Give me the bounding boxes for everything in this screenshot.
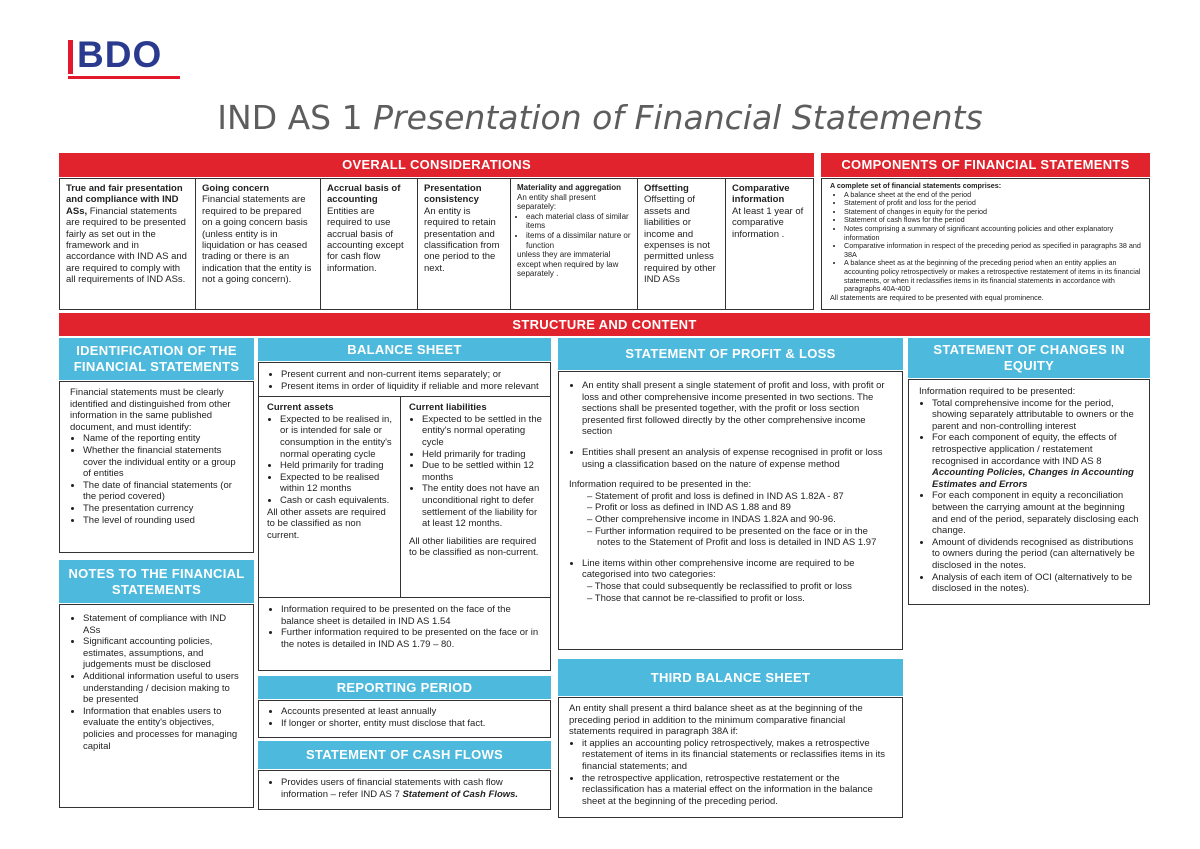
equity-intro: Information required to be presented: <box>919 386 1076 397</box>
materiality-list <box>517 212 631 250</box>
offsetting-title: Offsetting <box>644 183 689 194</box>
logo-underline <box>68 76 180 79</box>
balance-top-list <box>259 363 550 396</box>
components-header: COMPONENTS OF FINANCIAL STATEMENTS <box>821 153 1150 177</box>
current-liabilities-item: • Held primarily for trading <box>422 449 542 461</box>
bdo-logo <box>68 34 182 82</box>
notes-body <box>59 604 254 808</box>
pnl-dash-item: – Profit or loss as defined in IND AS 1.88 and 89 <box>597 502 892 514</box>
title-italic: Presentation of Financial Statements <box>373 98 983 137</box>
third-list <box>569 738 892 808</box>
identification-item: • The date of financial statements (or the period covered) <box>83 480 243 503</box>
pnl-b1-list <box>569 380 892 438</box>
current-assets-title: Current assets <box>267 402 334 414</box>
cash-flows-body <box>258 770 551 810</box>
title-prefix: IND AS 1 <box>217 98 374 137</box>
reporting-period-item: • If longer or shorter, entity must disclose that fact. <box>281 718 542 730</box>
materiality-title: Materiality and aggregation <box>517 183 622 192</box>
going-concern-cell <box>196 179 321 309</box>
identification-intro: Financial statements must be clearly identified and distinguished from other information in the same published document, and must identify: <box>70 387 231 433</box>
current-assets-item: • Held primarily for trading <box>280 460 392 472</box>
components-list <box>830 191 1141 294</box>
identification-item: • Name of the reporting entity <box>83 433 243 445</box>
overall-considerations-header: OVERALL CONSIDERATIONS <box>59 153 814 177</box>
notes-header: NOTES TO THE FINANCIAL STATEMENTS <box>59 560 254 603</box>
reporting-period-body <box>258 700 551 738</box>
pnl-info: Information required to be presented in the: <box>569 479 752 491</box>
cash-flows-text: Provides users of financial statements with cash flow information – refer IND AS 7 <box>281 777 503 800</box>
third-item: • it applies an accounting policy retrospectively, makes a retrospective restatement of items in its financial statements or reclassifies items in its financial statements; and <box>582 738 892 773</box>
accrual-cell <box>321 179 418 309</box>
components-outro: All statements are required to be presented with equal prominence. <box>830 292 1044 302</box>
balance-top-item: • Present items in order of liquidity if reliable and more relevant <box>281 381 542 393</box>
cash-flows-list <box>281 777 542 800</box>
pnl-b2-list <box>569 447 892 470</box>
profit-loss-header: STATEMENT OF PROFIT & LOSS <box>558 338 903 370</box>
current-assets-item: • Expected to be realised within 12 months <box>280 472 392 495</box>
current-liabilities-item: • The entity does not have an unconditional right to defer settlement of the liability for at least 12 months. <box>422 483 542 529</box>
comparative-cell <box>726 179 813 309</box>
equity-item-2-text: For each component of equity, the effects of retrospective application / restatement recognised in accordance with IND AS 8 <box>932 432 1117 467</box>
identification-item: • Whether the financial statements cover the individual entity or a group of entities <box>83 445 243 480</box>
equity-item: • Total comprehensive income for the period, showing separately attributable to owners or the parent and non-controlling interest <box>932 398 1139 433</box>
identification-list <box>70 433 243 526</box>
components-item: • Statement of changes in equity for the period <box>844 208 1141 217</box>
notes-item: • Additional information useful to users understanding / decision making to be presented <box>83 671 243 706</box>
third-item: • the retrospective application, retrospective restatement or the reclassification has a material effect on the information in the balance sheet at the beginning of the preceding period. <box>582 773 892 808</box>
comparative-title: Comparative information <box>732 183 790 206</box>
reporting-period-list <box>281 706 542 729</box>
logo-text: BDO <box>77 34 163 75</box>
balance-top-item: • Present current and non-current items separately; or <box>281 369 542 381</box>
reporting-period-header: REPORTING PERIOD <box>258 676 551 699</box>
materiality-cell <box>511 179 638 309</box>
materiality-item: • items of a dissimilar nature or function <box>526 231 631 250</box>
current-liabilities-item: • Due to be settled within 12 months <box>422 460 542 483</box>
third-balance-sheet-body <box>558 697 903 818</box>
components-item: • Comparative information in respect of the preceding period as specified in paragraphs 38 and 38A <box>844 242 1141 259</box>
current-assets-outro: All other assets are required to be classified as non current. <box>267 506 386 541</box>
structure-content-header: STRUCTURE AND CONTENT <box>59 313 1150 336</box>
cash-flows-italic: Statement of Cash Flows. <box>402 788 519 800</box>
consistency-cell <box>418 179 511 309</box>
going-concern-title: Going concern <box>202 183 270 194</box>
current-assets-item: • Expected to be realised in, or is intended for sale or consumption in the entity's normal operating cycle <box>280 414 392 460</box>
materiality-intro: An entity shall present separately: <box>517 192 596 212</box>
accrual-body: Entities are required to use accrual basis of accounting except for cash flow information. <box>327 205 404 274</box>
overall-considerations-body <box>59 178 814 310</box>
balance-bottom-list <box>259 598 550 650</box>
pnl-b3: • Line items within other comprehensive income are required to be categorised into two categories: <box>582 558 892 581</box>
components-item: • A balance sheet as at the beginning of the preceding period when an entity applies an accounting policy retrospectively or makes a retrospective restatement of items in its financial statements, or when it reclassifies items in its financial statements in accordance with paragraphs 40A-40D <box>844 259 1141 293</box>
components-item: • A balance sheet at the end of the period <box>844 191 1141 200</box>
balance-grid <box>259 396 550 598</box>
offsetting-body: Offsetting of assets and liabilities or income and expenses is not permitted unless required by other IND ASs <box>644 194 716 286</box>
components-body <box>821 178 1150 310</box>
balance-bottom-item: • Information required to be presented on the face of the balance sheet is detailed in IND AS 1.54 <box>281 604 542 627</box>
identification-item: • The level of rounding used <box>83 515 243 527</box>
equity-list <box>919 398 1139 595</box>
pnl-b3-list <box>569 558 892 581</box>
comparative-body: At least 1 year of comparative information . <box>732 205 804 240</box>
third-intro: An entity shall present a third balance sheet as at the beginning of the preceding period in addition to the minimum comparative financial statements required in paragraph 38A if: <box>569 703 863 738</box>
consistency-title: Presentation consistency <box>424 183 482 206</box>
current-liabilities-title: Current liabilities <box>409 402 487 414</box>
pnl-dash-item: – Those that could subsequently be reclassified to profit or loss <box>597 581 892 593</box>
current-liabilities-item: • Expected to be settled in the entity's normal operating cycle <box>422 414 542 449</box>
pnl-dash-item: – Those that cannot be re-classified to profit or loss. <box>597 593 892 605</box>
current-liabilities-outro: All other liabilities are required to be classified as non-current. <box>409 535 539 559</box>
equity-item <box>932 432 1139 490</box>
components-item: • Statement of profit and loss for the period <box>844 199 1141 208</box>
true-fair-cell <box>60 179 196 309</box>
balance-sheet-header: BALANCE SHEET <box>258 338 551 361</box>
pnl-dash-item: – Further information required to be presented on the face or in the notes to the Statement of Profit and loss is detailed in IND AS 1.97 <box>597 526 892 549</box>
current-liabilities-list <box>409 414 542 530</box>
current-assets-item: • Cash or cash equivalents. <box>280 495 392 507</box>
pnl-b2: • Entities shall present an analysis of expense recognised in profit or loss using a classification based on the nature of expense method <box>582 447 892 470</box>
going-concern-body: Financial statements are required to be prepared on a going concern basis (unless entity is in liquidation or has ceased trading or there is an indication that the entity is not a going concern). <box>202 194 312 286</box>
logo-red-bar <box>68 40 73 74</box>
third-balance-sheet-header: THIRD BALANCE SHEET <box>558 659 903 696</box>
accrual-title: Accrual basis of accounting <box>327 183 401 206</box>
pnl-b1: • An entity shall present a single statement of profit and loss, with profit or loss and other comprehensive income presented in two sections. The sections shall be presented together, with the profit or loss section presented first followed directly by the other comprehensive income section <box>582 380 892 438</box>
equity-item: • Amount of dividends recognised as distributions to owners during the period (can alternatively be disclosed in the notes. <box>932 537 1139 572</box>
notes-item: • Information that enables users to evaluate the entity's objectives, policies and processes for managing capital <box>83 706 243 752</box>
identification-header: IDENTIFICATION OF THE FINANCIAL STATEMENTS <box>59 338 254 380</box>
reporting-period-item: • Accounts presented at least annually <box>281 706 542 718</box>
changes-equity-header: STATEMENT OF CHANGES IN EQUITY <box>908 338 1150 378</box>
current-assets-cell <box>259 397 401 597</box>
identification-body <box>59 381 254 553</box>
true-fair-body: Financial statements are required to be presented fairly as set out in the framework and in accordance with IND AS and are required to comply with all requirements of IND ASs. <box>66 205 187 286</box>
notes-list <box>70 613 243 752</box>
components-intro: A complete set of financial statements comprises: <box>830 181 1002 190</box>
pnl-dash-item: – Other comprehensive income in INDAS 1.82A and 90-96. <box>597 514 892 526</box>
pnl-dash-list <box>569 491 892 549</box>
cash-flows-item <box>281 777 542 800</box>
notes-item: • Statement of compliance with IND ASs <box>83 613 243 636</box>
balance-bottom-item: • Further information required to be presented on the face or in the notes is detailed in IND AS 1.79 – 80. <box>281 627 542 650</box>
identification-item: • The presentation currency <box>83 503 243 515</box>
consistency-body: An entity is required to retain presentation and classification from one period to the next. <box>424 205 500 274</box>
current-liabilities-cell <box>401 397 550 597</box>
components-item: • Statement of cash flows for the period <box>844 216 1141 225</box>
materiality-outro: unless they are immaterial except when required by law separately . <box>517 250 619 279</box>
page-title <box>0 98 1200 137</box>
notes-item: • Significant accounting policies, estimates, assumptions, and judgements must be disclosed <box>83 636 243 671</box>
equity-item: • For each component in equity a reconciliation between the carrying amount at the beginning and end of the period, separately disclosing each change. <box>932 490 1139 536</box>
changes-equity-body <box>908 379 1150 605</box>
materiality-item: • each material class of similar items <box>526 212 631 231</box>
equity-item-2-italic: Accounting Policies, Changes in Accounting Estimates and Errors <box>932 467 1134 490</box>
balance-sheet-body <box>258 362 551 671</box>
equity-item: • Analysis of each item of OCI (alternatively to be disclosed in the notes). <box>932 572 1139 595</box>
profit-loss-body <box>558 371 903 650</box>
true-fair-title: True and fair presentation and compliance with IND ASs, <box>66 183 183 217</box>
offsetting-cell <box>638 179 726 309</box>
pnl-dash-item: – Statement of profit and loss is defined in IND AS 1.82A - 87 <box>597 491 892 503</box>
current-assets-list <box>267 414 392 507</box>
components-item: • Notes comprising a summary of significant accounting policies and other explanatory information <box>844 225 1141 242</box>
pnl-dash-list-2 <box>569 581 892 604</box>
cash-flows-header: STATEMENT OF CASH FLOWS <box>258 741 551 769</box>
